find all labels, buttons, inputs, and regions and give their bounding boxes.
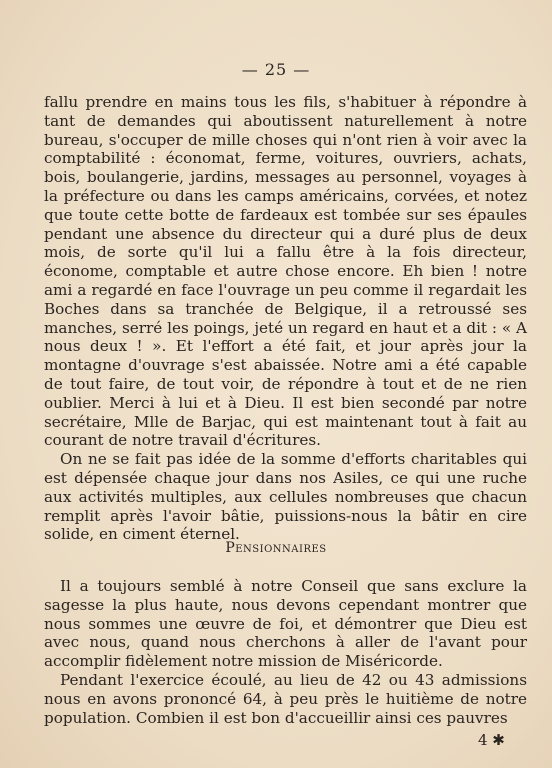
body-text-top bbox=[44, 93, 527, 544]
paragraph-charity: On ne se fait pas idée de la somme d'efforts charitables qui est dépensée chaque jour dans nos Asiles, ce qui une ruche aux activités multiples, aux cellules nombreuses que chacun remplit après l'avoir bâtie, puissions-nous la bâtir en cire solide, en ciment éternel. bbox=[44, 450, 527, 544]
signature-mark: 4 ✱ bbox=[478, 731, 505, 749]
body-text-bottom bbox=[44, 577, 527, 727]
paragraph-continued: fallu prendre en mains tous les fils, s'habituer à répondre à tant de demandes qui aboutissent naturellement à notre bureau, s'occuper de mille choses qui n'ont rien à voir avec la comptabilité : économat, ferme, voitures, ouvriers, achats, bois, boulangerie, jardins, messages au personnel, voyages à la préfecture ou dans les camps américains, corvées, et notez que toute cette botte de fardeaux est tombée sur ses épaules pendant une absence du directeur qui a duré plus de deux mois, de sorte qu'il lui a fallu être à la fois directeur, économe, comptable et autre chose encore. Eh bien ! notre ami a regardé en face l'ouvrage un peu comme il regardait les Boches dans sa tranchée de Belgique, il a retroussé ses manches, serré les poings, jeté un regard en haut et a dit : « A nous deux ! ». Et l'effort a été fait, et jour après jour la montagne d'ouvrage s'est abaissée. Notre ami a été capable de tout faire, de tout voir, de répondre à tout et de ne rien oublier. Merci à lui et à Dieu. Il est bien secondé par notre secrétaire, Mlle de Barjac, qui est maintenant tout à fait au courant de notre travail d'écritures. bbox=[44, 93, 527, 450]
section-heading: Pensionnaires bbox=[225, 540, 327, 556]
paragraph-council: Il a toujours semblé à notre Conseil que sans exclure la sagesse la plus haute, nous devons cependant montrer que nous sommes une œuvre de foi, et démontrer que Dieu est avec nous, quand nous cherchons à aller de l'avant pour accomplir fidèlement notre mission de Miséricorde. bbox=[44, 577, 527, 671]
page-number: — 25 — bbox=[241, 60, 311, 79]
paragraph-admissions: Pendant l'exercice écoulé, au lieu de 42 ou 43 admissions nous en avons prononcé 64, à peu près le huitième de notre population. Combien il est bon d'accueillir ainsi ces pauvres bbox=[44, 670, 527, 727]
